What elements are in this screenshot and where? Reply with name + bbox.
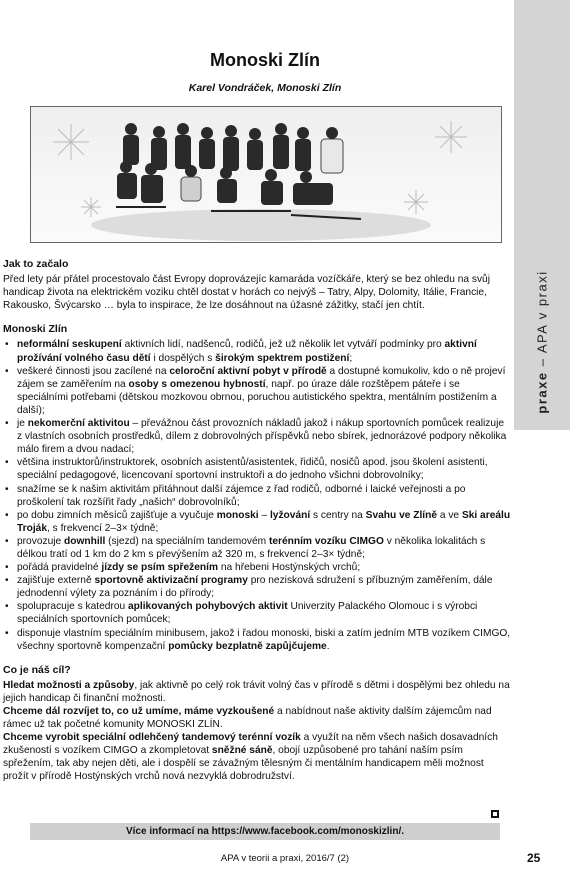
section-heading: Co je náš cíl? [3,663,71,676]
emphasis: monoski [216,509,259,521]
list-item: • snažíme se k našim aktivitám přitáhnout další zájemce z řad rodičů, odborné i laické veřejnosti a po proškolení tak rozšířit řady „našich“ dobrovolníků; [17,483,511,509]
list-item: • neformální seskupení aktivních lidí, nadšenců, rodičů, jež už několik let vytváří podmínky pro aktivní prožívání volného času dětí i dospělých s širokým spektrem postižení; [17,338,511,364]
emphasis: aktivní prožívání volného času dětí [17,339,477,364]
section-tab-label: praxe – APA v praxi [534,270,550,414]
emphasis: pomůcky bezplatně zapůjčujeme [168,640,327,652]
list-item: • zajišťuje externě sportovně aktivizační programy pro nezisková sdružení s příbuzným zaměřením, dále jednodenní výlety za poznáním i do přírody; [17,574,511,600]
activity-list [3,338,511,652]
list-item: • disponuje vlastním speciálním minibusem, jakož i řadou monoski, biski a zatím jedním MTB vozíkem CIMGO, všechny sportovně kompenzační pomůcky bezplatně zapůjčujeme. [17,627,511,653]
section-co-je-nas-cil [3,664,511,784]
journal-footer: APA v teorii a praxi, 2016/7 (2) [220,853,350,864]
section-heading: Jak to začalo [3,258,69,270]
emphasis: nekomerční aktivitou [27,418,130,430]
goal-paragraph: Chceme dál rozvíjet to, co už umíme, máme vyzkoušené a nabídnout naše aktivity dalším zájemcům nad rámec už tak početné komunity MONOSKI ZLÍN. [3,706,492,731]
list-item: • veškeré činnosti jsou zacílené na celoroční aktivní pobyt v přírodě a dostupné komukoliv, kdo o ně projeví zájem se zaměřením na osoby s omezenou hybností, např. po úraze dále rozštěpem páteře i se speciálními potřebami (dětskou mozkovou obrnou, poruchou autistického spektra, mentálním postižením a další); [17,365,511,417]
group-of-people [117,123,343,205]
emphasis: celoroční aktivní pobyt v přírodě [169,365,327,377]
emphasis: neformální seskupení [17,339,122,351]
emphasis: sportovně aktivizační programy [94,575,248,587]
emphasis: sněžné sáně [211,745,273,757]
emphasis: Hledat možnosti a způsoby [3,679,135,691]
emphasis: Svahu ve Zlíně [365,509,438,521]
section-jak-to-zacalo [3,258,511,312]
article-body [3,258,511,795]
list-item: • provozuje downhill (sjezd) na speciálním tandemovém terénním vozíku CIMGO v několika lokalitách s délkou tratí od 1 km do 2 km s převýšením až 320 m, s frekvencí 2–3× týdně; [17,535,511,561]
article-title: Monoski Zlín [210,50,320,70]
list-item: • pořádá pravidelné jízdy se psím spřežením na hřebeni Hostýnských vrchů; [17,561,511,574]
goal-paragraph: Hledat možnosti a způsoby, jak aktivně po celý rok trávit volný čas v přírodě s dětmi i dospělými bez ohledu na jejich handicap či finanční možnosti. [3,679,510,704]
section-monoski-zlin [3,323,511,652]
emphasis: aplikovaných pohybových aktivit [128,601,288,613]
list-item: • většina instruktorů/instruktorek, osobních asistentů/asistentek, řidičů, nosičů apod. jsou školení asistenti, speciální pedagogové, licencovaní sportovní instruktoři a do jednoho všichni dobrovolníky; [17,456,511,482]
photo-illustration [31,107,501,242]
list-item: • spolupracuje s katedrou aplikovaných pohybových aktivit Univerzity Palackého Olomouc i s výrobci speciálních sportovních pomůcek; [17,600,511,626]
section-heading: Monoski Zlín [3,323,68,336]
list-item: • je nekomerční aktivitou – převážnou část provozních nákladů jakož i nákup sportovních pomůcek realizuje z vlastních osobních prostředků, dílem z dobrovolných příspěvků nebo sbírek, jednorázové podpory několika málo firem a dvou nadací; [17,417,511,456]
emphasis: jízdy se psím spřežením [101,562,219,574]
group-photo-image [30,106,502,243]
page-number: 25 [527,851,541,865]
end-of-article-icon [491,810,499,818]
emphasis: osoby s omezenou hybností [128,378,266,390]
emphasis: širokým spektrem postižení [215,352,350,364]
emphasis: terénním vozíku CIMGO [268,535,384,547]
more-info-bar: Více informací na https://www.facebook.com/monoskizlin/. [30,823,500,840]
emphasis: Chceme dál rozvíjet to, co už umíme, máme vyzkoušené [3,706,275,717]
list-item: • po dobu zimních měsíců zajišťuje a vyučuje monoski – lyžování s centry na Svahu ve Zlíně a ve Ski areálu Troják, s frekvencí 2–3× týdně; [17,509,511,535]
emphasis: lyžování [269,509,311,521]
emphasis: Ski areálu Troják [17,509,511,534]
emphasis: downhill [64,535,106,547]
emphasis: Chceme vyrobit speciální odlehčený tandemový terénní vozík [3,732,301,744]
section-paragraph: Před lety pár přátel procestovalo část Evropy doprovázejíc kamaráda vozíčkáře, který se bez ohledu na svůj handicap života na elektrickém voziku chtěl dostat v horách co nejvýš – Tatry, Alpy, Dolomity, Itálie, Francie, Rakousko, Švýcarsko … byla to inspirace, že lze dosáhnout na úžasné zážitky, stačí jen chtít. [3,274,490,312]
article-author: Karel Vondráček, Monoski Zlín [188,82,342,94]
goal-paragraphs [3,679,511,784]
goal-paragraph: Chceme vyrobit speciální odlehčený tandemový terénní vozík a využít na něm všech našich dosavadních zkušeností s vozíkem CIMGO a zkompletovat sněžné sáně, obojí uzpůsobené pro tahání naším psím spřežením, tak aby nejen děti, ale i dospělí se závažným tělesným či mentálním handicapem měli možnost prožít v přírodě Hostýnských vrchů nová nezvyklá dobrodružství. [3,732,498,783]
